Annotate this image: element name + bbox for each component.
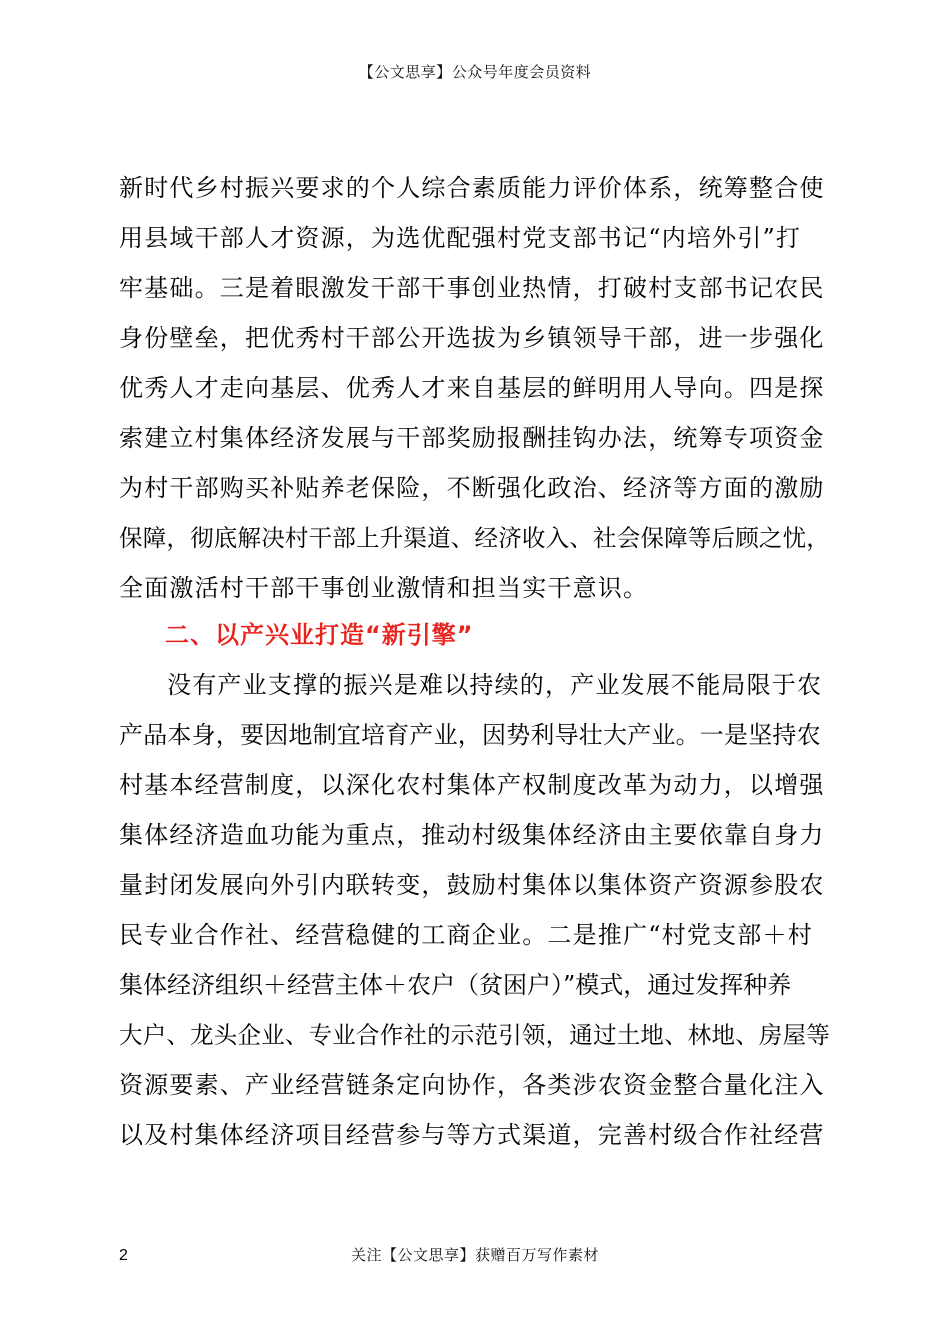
text-line: 身份壁垒，把优秀村干部公开选拔为乡镇领导干部，进一步强化 [119, 324, 825, 352]
text-line: 大户、龙头企业、专业合作社的示范引领，通过土地、林地、房屋等 [119, 1021, 830, 1049]
text-line: 用县域干部人才资源，为选优配强村党支部书记“内培外引”打 [119, 224, 802, 252]
text-line: 集体经济造血功能为重点，推动村级集体经济由主要依靠自身力 [119, 821, 825, 849]
page-footer: 关注【公文思享】获赠百万写作素材 [350, 1246, 599, 1264]
page-header: 【公文思享】公众号年度会员资料 [358, 63, 592, 81]
text-line: 优秀人才走向基层、优秀人才来自基层的鲜明用人导向。四是探 [119, 374, 825, 402]
text-line: 索建立村集体经济发展与干部奖励报酬挂钩办法，统筹专项资金 [119, 424, 825, 452]
text-line: 以及村集体经济项目经营参与等方式渠道，完善村级合作社经营 [119, 1121, 825, 1149]
text-line: 产品本身，要因地制宜培育产业，因势利导壮大产业。一是坚持农 [119, 721, 821, 749]
text-line: 新时代乡村振兴要求的个人综合素质能力评价体系，统筹整合使 [119, 174, 825, 202]
page-number: 2 [119, 1247, 128, 1264]
text-line: 村基本经营制度，以深化农村集体产权制度改革为动力，以增强 [119, 771, 825, 799]
text-line: 为村干部购买补贴养老保险，不断强化政治、经济等方面的激励 [119, 474, 825, 502]
section-heading: 二、以产兴业打造“新引擎” [165, 621, 474, 649]
text-line: 集体经济组织＋经营主体＋农户（贫困户）”模式，通过发挥种养 [119, 971, 792, 999]
text-line: 保障，彻底解决村干部上升渠道、经济收入、社会保障等后顾之忧， [119, 524, 830, 552]
text-line: 民专业合作社、经营稳健的工商企业。二是推广“村党支部＋村 [119, 921, 813, 949]
text-line: 牢基础。三是着眼激发干部干事创业热情，打破村支部书记农民 [119, 274, 825, 302]
text-line-indented: 没有产业支撑的振兴是难以持续的，产业发展不能局限于农 [167, 671, 823, 699]
text-line: 全面激活村干部干事创业激情和担当实干意识。 [119, 574, 649, 602]
text-line: 量封闭发展向外引内联转变，鼓励村集体以集体资产资源参股农 [119, 871, 825, 899]
text-line: 资源要素、产业经营链条定向协作，各类涉农资金整合量化注入 [119, 1071, 825, 1099]
